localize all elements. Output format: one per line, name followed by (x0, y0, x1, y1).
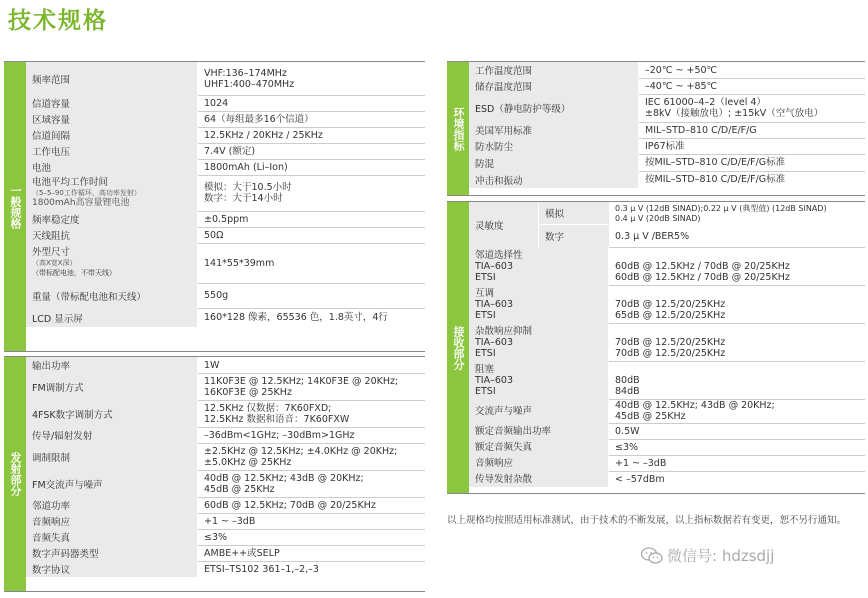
spec-value: +1 ~ –3dB (615, 457, 667, 469)
spec-label: 电池 (26, 159, 198, 175)
spec-value: ±2.5KHz @ 12.5KHz; ±4.0KHz @ 20KHz; ±5.0KHz @ 25KHz (204, 445, 398, 468)
spec-label: 重量（带标配电池和天线） (26, 283, 198, 308)
spec-label: 4FSK数字调制方式 (26, 400, 198, 427)
spec-label: 音频失真 (26, 529, 198, 545)
spec-label: 杂散响应抑制 TIA–603 ETSI (469, 323, 609, 361)
spec-label: 频率稳定度 (26, 211, 198, 227)
spec-row (26, 470, 425, 498)
spec-row (26, 127, 425, 144)
watermark-text: 微信号: hdzsdjj (667, 547, 775, 565)
environment-specs-table (447, 61, 865, 196)
spec-value: 40dB @ 12.5KHz; 43dB @ 20KHz; 45dB @ 25KHz (615, 400, 775, 422)
spec-value: 12.5KHz / 20KHz / 25KHz (204, 129, 323, 141)
spec-row (469, 247, 865, 286)
spec-value: 60dB @ 12.5KHz / 70dB @ 20/25KHz 60dB @ 12.5KHz / 70dB @ 20/25KHz (615, 260, 790, 283)
spec-label: 储存温度范围 (469, 78, 639, 94)
spec-row (469, 471, 865, 487)
spec-row (26, 561, 425, 577)
spec-row (26, 308, 425, 327)
spec-value: 模拟：大于10.5小时 数字：大于14小时 (204, 182, 292, 204)
spec-label: 邻道功率 (26, 497, 198, 513)
spec-label: 冲击和振动 (469, 171, 639, 188)
spec-value: 按MIL–STD–810 C/D/E/F/G标准 (645, 174, 786, 185)
spec-row (26, 497, 425, 514)
sensitivity-row (469, 202, 865, 248)
spec-value: MIL–STD–810 C/D/E/F/G (645, 124, 757, 136)
spec-label: 传导发射杂散 (469, 471, 609, 487)
spec-value: 12.5KHz 仅数据：7K60FXD; 12.5KHz 数据和语音：7K60FXW (204, 402, 350, 425)
sensitivity-label: 灵敏度 (469, 202, 539, 247)
spec-row (469, 439, 865, 456)
environment-section-label: 环境指标 (447, 62, 469, 195)
spec-label: 调制限制 (26, 443, 198, 470)
spec-label: 互调 TIA–603 ETSI (469, 285, 609, 323)
spec-label: 电池平均工作时间 （5–5–90工作循环，高功率发射） 1800mAh高容量锂电池 (26, 175, 198, 211)
spec-label: 阻塞 TIA–603 ETSI (469, 361, 609, 399)
page-title: 技术规格 (8, 8, 108, 34)
spec-value: 按MIL–STD–810 C/D/E/F/G标准 (645, 157, 786, 168)
spec-value: 141*55*39mm (204, 257, 275, 269)
spec-row (26, 513, 425, 530)
spec-row (469, 171, 865, 188)
spec-value: 550g (204, 290, 229, 301)
spec-row (469, 138, 865, 155)
spec-label: ESD（静电防护等级） (469, 94, 639, 122)
spec-row (469, 361, 865, 400)
digital-value: 0.3 μ V /BER5% (615, 230, 690, 242)
spec-label: 工作温度范围 (469, 62, 639, 78)
digital-label: 数字 (539, 225, 609, 247)
spec-label: 防混 (469, 154, 639, 171)
spec-label: 额定音频失真 (469, 439, 609, 455)
spec-label: 数字声码器类型 (26, 545, 198, 561)
spec-row (469, 94, 865, 123)
spec-value: IEC 61000–4–2（level 4） ±8kV（接触放电）; ±15kV（空气放电） (645, 97, 824, 119)
spec-label: 工作电压 (26, 143, 198, 159)
spec-row (469, 323, 865, 362)
spec-row (469, 285, 865, 324)
spec-value: 80dB 84dB (615, 374, 640, 397)
spec-value: –20℃ ~ +50℃ (645, 64, 718, 76)
spec-value: AMBE++或SELP (204, 547, 280, 559)
spec-value: 160*128 像素，65536 色，1.8英寸，4行 (204, 312, 388, 323)
transmit-specs-table (4, 356, 425, 592)
spec-label: 信道间隔 (26, 127, 198, 143)
general-specs-table (4, 61, 425, 352)
spec-row (26, 283, 425, 309)
spec-row (26, 427, 425, 444)
spec-label: 数字协议 (26, 561, 198, 577)
footnote: 以上规格均按照适用标准测试，由于技术的不断发展，以上指标数据若有变更，恕不另行通知。 (447, 515, 847, 526)
spec-label: 天线阻抗 (26, 227, 198, 243)
spec-row (26, 175, 425, 212)
spec-value: –36dBm<1GHz; –30dBm>1GHz (204, 429, 355, 441)
spec-label: 音频响应 (26, 513, 198, 529)
spec-value: ±0.5ppm (204, 213, 249, 225)
spec-value: 1W (204, 359, 220, 371)
spec-label: 信道容量 (26, 95, 198, 111)
spec-row (469, 399, 865, 424)
spec-value: 60dB @ 12.5KHz; 70dB @ 20/25KHz (204, 499, 376, 511)
spec-label: 区域容量 (26, 111, 198, 127)
spec-value: 70dB @ 12.5/20/25KHz 65dB @ 12.5/20/25KHz (615, 298, 726, 321)
spec-value: 7.4V (额定) (204, 145, 256, 157)
spec-row (26, 529, 425, 546)
spec-value: +1 ~ –3dB (204, 515, 256, 527)
spec-row (26, 143, 425, 160)
wechat-watermark (641, 545, 774, 566)
spec-label: 频率范围 (26, 62, 198, 95)
spec-value: ≤3% (615, 441, 639, 453)
spec-row (26, 400, 425, 428)
analog-value: 0.3 μ V (12dB SINAD);0.22 μ V (典型值) (12dB SINAD) 0.4 μ V (20dB SINAD) (615, 203, 827, 223)
spec-row (469, 78, 865, 95)
spec-value: 1800mAh (Li–Ion) (204, 161, 288, 173)
spec-row (26, 443, 425, 471)
spec-value: 1024 (204, 97, 229, 109)
spec-value: VHF:136–174MHz UHF1:400–470MHz (204, 67, 295, 90)
spec-row (26, 211, 425, 228)
spec-value: IP67标准 (645, 140, 685, 152)
spec-row (469, 122, 865, 139)
spec-row (26, 227, 425, 244)
spec-value: 11K0F3E @ 12.5KHz; 14K0F3E @ 20KHz; 16K0F3E @ 25KHz (204, 375, 399, 398)
spec-row (26, 95, 425, 112)
spec-value: ETSI–TS102 361–1,–2,–3 (204, 563, 319, 575)
spec-label: 防水防尘 (469, 138, 639, 154)
spec-value: –40℃ ~ +85℃ (645, 80, 718, 92)
transmit-section-label: 发射部分 (4, 357, 26, 591)
spec-row (26, 111, 425, 128)
spec-label: 输出功率 (26, 357, 198, 373)
spec-label: 邻道选择性 TIA–603 ETSI (469, 247, 609, 285)
spec-row (26, 373, 425, 401)
spec-value: 0.5W (615, 425, 640, 437)
spec-label: 交流声与噪声 (469, 399, 609, 423)
spec-row (26, 243, 425, 284)
wechat-icon (641, 547, 663, 565)
receive-section-label: 接收部分 (447, 202, 469, 493)
spec-label: 传导/辐射发射 (26, 427, 198, 443)
spec-label: 外型尺寸 （高X宽X深） （带标配电池，不带天线） (26, 243, 198, 283)
spec-value: 50Ω (204, 229, 224, 241)
spec-row (469, 62, 865, 79)
spec-row (26, 159, 425, 176)
spec-row (469, 154, 865, 172)
spec-row (469, 455, 865, 472)
spec-label: FM调制方式 (26, 373, 198, 400)
spec-value: 64（每组最多16个信道） (204, 113, 314, 125)
spec-label: LCD 显示屏 (26, 308, 198, 327)
spec-value: 40dB @ 12.5KHz; 43dB @ 20KHz; 45dB @ 25KHz (204, 472, 364, 495)
spec-label: 音频响应 (469, 455, 609, 471)
spec-row (26, 62, 425, 96)
spec-value: < –57dBm (615, 473, 665, 485)
spec-label: FM交流声与噪声 (26, 470, 198, 497)
analog-label: 模拟 (539, 202, 609, 225)
spec-row (26, 545, 425, 562)
spec-value: 70dB @ 12.5/20/25KHz 70dB @ 12.5/20/25KHz (615, 336, 726, 359)
spec-label: 额定音频输出功率 (469, 423, 609, 439)
spec-row (26, 357, 425, 374)
spec-label: 美国军用标准 (469, 122, 639, 138)
spec-row (469, 423, 865, 440)
spec-value: ≤3% (204, 531, 228, 543)
receive-specs-table (447, 201, 865, 494)
general-section-label: 一般规格 (4, 62, 26, 351)
